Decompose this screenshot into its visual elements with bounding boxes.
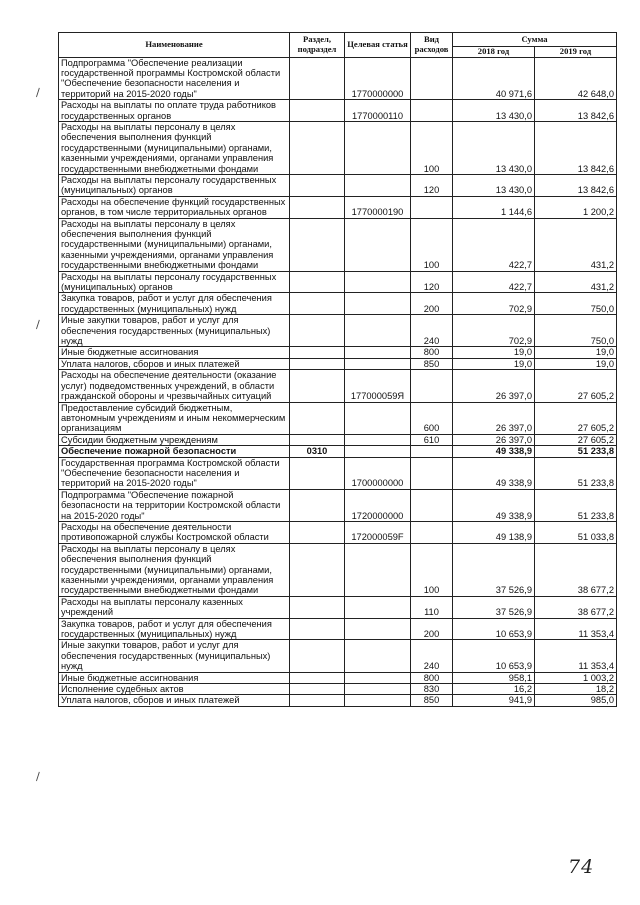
table-row (59, 640, 617, 672)
table-row (59, 618, 617, 640)
table-row (59, 521, 617, 543)
row-name: Подпрограмма "Обеспечение реализации государственной программы Костромской области "Обеспечение безопасности населения и территорий на 2015-2020 годы" (59, 57, 290, 100)
row-section (290, 293, 345, 315)
row-section (290, 684, 345, 695)
margin-mark: \ (32, 318, 44, 331)
header-vid: Вид расходов (411, 33, 453, 58)
row-section (290, 315, 345, 347)
row-sum-2019: 27 605,2 (535, 370, 617, 402)
margin-mark: \ (32, 770, 44, 783)
row-sum-2019: 985,0 (535, 695, 617, 706)
table-row (59, 121, 617, 174)
row-vid (411, 370, 453, 402)
row-section (290, 100, 345, 122)
row-sum-2018: 37 526,9 (453, 596, 535, 618)
row-sum-2019: 750,0 (535, 315, 617, 347)
row-target (345, 543, 411, 596)
row-sum-2018: 13 430,0 (453, 121, 535, 174)
row-sum-2018: 49 338,9 (453, 457, 535, 489)
row-vid (411, 100, 453, 122)
row-target (345, 121, 411, 174)
row-name: Закупка товаров, работ и услуг для обеспечения государственных (муниципальных) нужд (59, 618, 290, 640)
row-sum-2018: 40 971,6 (453, 57, 535, 100)
row-name: Обеспечение пожарной безопасности (59, 446, 290, 457)
row-target (345, 293, 411, 315)
table-row (59, 457, 617, 489)
row-section (290, 434, 345, 445)
row-vid (411, 196, 453, 218)
row-vid: 100 (411, 121, 453, 174)
row-section: 0310 (290, 446, 345, 457)
row-name: Расходы на выплаты персоналу государственных (муниципальных) органов (59, 174, 290, 196)
table-body (59, 57, 617, 706)
row-vid: 800 (411, 672, 453, 683)
row-name: Иные закупки товаров, работ и услуг для обеспечения государственных (муниципальных) нужд (59, 315, 290, 347)
row-section (290, 618, 345, 640)
row-name: Уплата налогов, сборов и иных платежей (59, 695, 290, 706)
row-vid: 830 (411, 684, 453, 695)
row-target (345, 358, 411, 369)
row-target (345, 174, 411, 196)
row-sum-2019: 13 842,6 (535, 121, 617, 174)
row-name: Расходы на выплаты персоналу в целях обеспечения выполнения функций государственными (муниципальными) органами, казенными учреждениями, органами управления государственными внебюджетными фондами (59, 543, 290, 596)
table-row (59, 684, 617, 695)
row-section (290, 695, 345, 706)
row-sum-2018: 422,7 (453, 218, 535, 271)
row-sum-2019: 18,2 (535, 684, 617, 695)
margin-mark: \ (32, 86, 44, 99)
row-name: Предоставление субсидий бюджетным, автономным учреждениям и иным некоммерческим организациям (59, 402, 290, 434)
row-name: Иные закупки товаров, работ и услуг для обеспечения государственных (муниципальных) нужд (59, 640, 290, 672)
row-sum-2019: 431,2 (535, 218, 617, 271)
row-sum-2019: 51 233,8 (535, 446, 617, 457)
row-sum-2018: 19,0 (453, 347, 535, 358)
row-target (345, 271, 411, 293)
row-sum-2018: 49 338,9 (453, 446, 535, 457)
row-sum-2019: 11 353,4 (535, 618, 617, 640)
table-row (59, 596, 617, 618)
row-target (345, 446, 411, 457)
row-sum-2019: 51 233,8 (535, 457, 617, 489)
table-row (59, 489, 617, 521)
row-target (345, 596, 411, 618)
row-vid: 200 (411, 293, 453, 315)
row-section (290, 402, 345, 434)
row-target (345, 640, 411, 672)
row-sum-2019: 11 353,4 (535, 640, 617, 672)
row-section (290, 358, 345, 369)
table-row (59, 347, 617, 358)
document-page (58, 32, 616, 707)
row-sum-2018: 37 526,9 (453, 543, 535, 596)
row-sum-2019: 750,0 (535, 293, 617, 315)
row-vid: 800 (411, 347, 453, 358)
table-row (59, 271, 617, 293)
header-name: Наименование (59, 33, 290, 58)
row-target (345, 684, 411, 695)
header-year-2019: 2019 год (535, 47, 617, 58)
row-target: 1720000000 (345, 489, 411, 521)
table-row (59, 543, 617, 596)
row-section (290, 521, 345, 543)
row-sum-2019: 38 677,2 (535, 543, 617, 596)
table-row (59, 434, 617, 445)
row-sum-2019: 27 605,2 (535, 402, 617, 434)
row-sum-2018: 10 653,9 (453, 618, 535, 640)
row-name: Расходы на выплаты персоналу казенных учреждений (59, 596, 290, 618)
row-section (290, 271, 345, 293)
row-vid: 200 (411, 618, 453, 640)
row-name: Подпрограмма "Обеспечение пожарной безопасности на территории Костромской области на 2015-2020 годы" (59, 489, 290, 521)
header-sum: Сумма (453, 33, 617, 47)
row-sum-2018: 958,1 (453, 672, 535, 683)
row-target (345, 434, 411, 445)
row-target (345, 347, 411, 358)
row-vid: 240 (411, 315, 453, 347)
row-sum-2019: 1 003,2 (535, 672, 617, 683)
row-sum-2019: 19,0 (535, 347, 617, 358)
row-vid: 610 (411, 434, 453, 445)
row-vid: 850 (411, 695, 453, 706)
row-vid: 120 (411, 174, 453, 196)
row-sum-2019: 13 842,6 (535, 174, 617, 196)
row-name: Расходы на обеспечение деятельности противопожарной службы Костромской области (59, 521, 290, 543)
row-section (290, 218, 345, 271)
row-section (290, 174, 345, 196)
row-target: 1770000190 (345, 196, 411, 218)
row-vid: 240 (411, 640, 453, 672)
row-sum-2019: 51 033,8 (535, 521, 617, 543)
row-sum-2018: 26 397,0 (453, 402, 535, 434)
row-vid: 600 (411, 402, 453, 434)
row-target: 1770000000 (345, 57, 411, 100)
row-name: Расходы на обеспечение функций государственных органов, в том числе территориальных органов (59, 196, 290, 218)
budget-table (58, 32, 617, 707)
row-section (290, 57, 345, 100)
row-name: Расходы на выплаты персоналу в целях обеспечения выполнения функций государственными (муниципальными) органами, казенными учреждениями, органами управления государственными внебюджетными фондами (59, 218, 290, 271)
row-sum-2019: 42 648,0 (535, 57, 617, 100)
row-sum-2019: 13 842,6 (535, 100, 617, 122)
row-vid: 850 (411, 358, 453, 369)
table-row (59, 315, 617, 347)
table-row (59, 100, 617, 122)
row-name: Субсидии бюджетным учреждениям (59, 434, 290, 445)
row-vid (411, 57, 453, 100)
row-sum-2019: 27 605,2 (535, 434, 617, 445)
row-sum-2019: 1 200,2 (535, 196, 617, 218)
row-section (290, 457, 345, 489)
row-sum-2018: 941,9 (453, 695, 535, 706)
row-sum-2018: 19,0 (453, 358, 535, 369)
row-target (345, 315, 411, 347)
row-sum-2018: 13 430,0 (453, 174, 535, 196)
row-section (290, 672, 345, 683)
row-name: Расходы на выплаты персоналу государственных (муниципальных) органов (59, 271, 290, 293)
row-vid: 120 (411, 271, 453, 293)
row-sum-2019: 51 233,8 (535, 489, 617, 521)
row-section (290, 347, 345, 358)
table-header (59, 33, 617, 58)
row-sum-2018: 49 338,9 (453, 489, 535, 521)
row-name: Исполнение судебных актов (59, 684, 290, 695)
row-vid: 100 (411, 218, 453, 271)
row-name: Государственная программа Костромской области "Обеспечение безопасности населения и территорий на 2015-2020 годы" (59, 457, 290, 489)
row-target: 1770000110 (345, 100, 411, 122)
header-section: Раздел, подраздел (290, 33, 345, 58)
row-section (290, 370, 345, 402)
row-vid (411, 489, 453, 521)
row-sum-2018: 13 430,0 (453, 100, 535, 122)
row-target (345, 402, 411, 434)
row-target (345, 618, 411, 640)
page-number: 74 (568, 856, 595, 878)
row-vid: 110 (411, 596, 453, 618)
row-section (290, 640, 345, 672)
table-row (59, 370, 617, 402)
row-sum-2018: 26 397,0 (453, 370, 535, 402)
table-row (59, 196, 617, 218)
row-sum-2018: 702,9 (453, 293, 535, 315)
row-name: Иные бюджетные ассигнования (59, 347, 290, 358)
header-target: Целевая статья (345, 33, 411, 58)
table-row (59, 672, 617, 683)
table-row (59, 446, 617, 457)
table-row (59, 695, 617, 706)
table-row (59, 358, 617, 369)
row-name: Иные бюджетные ассигнования (59, 672, 290, 683)
table-row (59, 402, 617, 434)
row-sum-2019: 19,0 (535, 358, 617, 369)
row-vid: 100 (411, 543, 453, 596)
row-sum-2019: 38 677,2 (535, 596, 617, 618)
row-sum-2018: 26 397,0 (453, 434, 535, 445)
table-row (59, 218, 617, 271)
row-sum-2018: 10 653,9 (453, 640, 535, 672)
row-section (290, 121, 345, 174)
row-target (345, 218, 411, 271)
row-sum-2018: 422,7 (453, 271, 535, 293)
row-section (290, 489, 345, 521)
row-name: Закупка товаров, работ и услуг для обеспечения государственных (муниципальных) нужд (59, 293, 290, 315)
row-vid (411, 457, 453, 489)
table-row (59, 174, 617, 196)
row-sum-2018: 49 138,9 (453, 521, 535, 543)
row-section (290, 596, 345, 618)
row-name: Расходы на обеспечение деятельности (оказание услуг) подведомственных учреждений, в области гражданской обороны и чрезвычайных ситуаций (59, 370, 290, 402)
row-section (290, 543, 345, 596)
table-row (59, 293, 617, 315)
row-section (290, 196, 345, 218)
row-name: Расходы на выплаты персоналу в целях обеспечения выполнения функций государственными (муниципальными) органами, казенными учреждениями, органами управления государственными внебюджетными фондами (59, 121, 290, 174)
row-name: Расходы на выплаты по оплате труда работников государственных органов (59, 100, 290, 122)
row-target: 1700000000 (345, 457, 411, 489)
row-sum-2019: 431,2 (535, 271, 617, 293)
row-vid (411, 521, 453, 543)
row-sum-2018: 1 144,6 (453, 196, 535, 218)
header-year-2018: 2018 год (453, 47, 535, 58)
row-target: 177000059Я (345, 370, 411, 402)
table-row (59, 57, 617, 100)
row-vid (411, 446, 453, 457)
row-sum-2018: 702,9 (453, 315, 535, 347)
row-sum-2018: 16,2 (453, 684, 535, 695)
row-target (345, 695, 411, 706)
row-target: 172000059F (345, 521, 411, 543)
row-name: Уплата налогов, сборов и иных платежей (59, 358, 290, 369)
row-target (345, 672, 411, 683)
